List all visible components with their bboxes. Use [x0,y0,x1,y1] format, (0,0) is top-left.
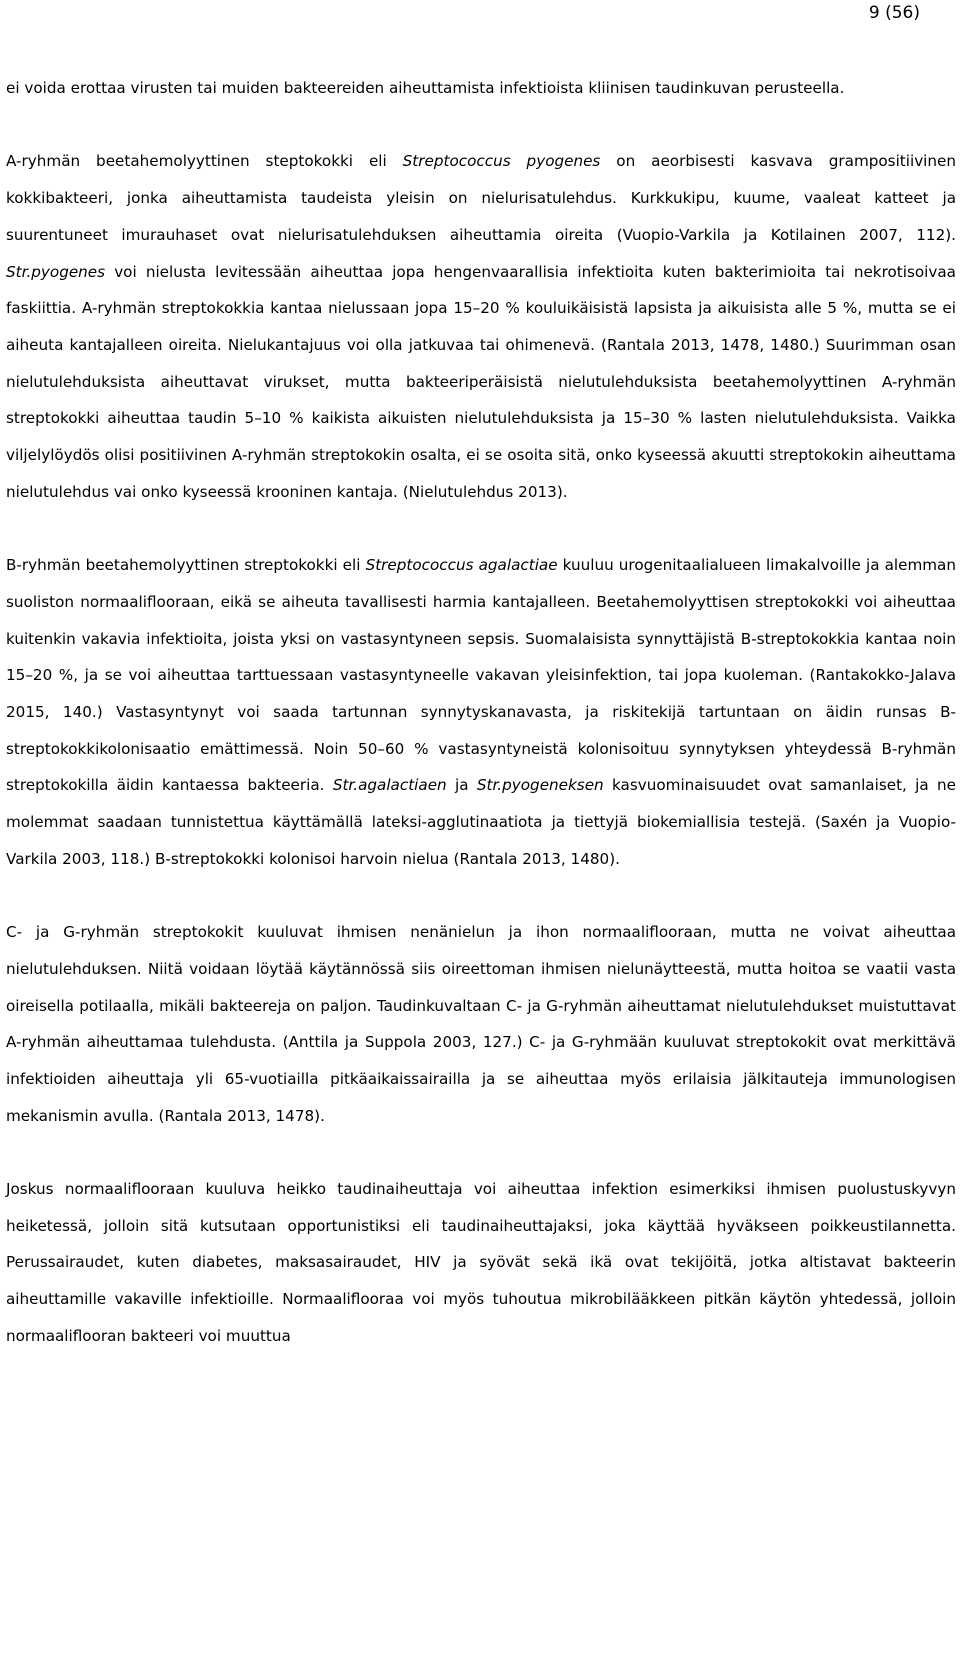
text-run: voi nielusta levitessään aiheuttaa jopa hengenvaarallisia infektioita kuten bakterimioita tai nekrotisoivaa faskiittia. A-ryhmän streptokokkia kantaa nielussaan jopa 15–20 % kouluikäisistä lapsista ja aikuisista alle 5 %, mutta se ei aiheuta kantajalleen oireita. Nielukantajuus voi olla jatkuvaa tai ohimenevä. (Rantala 2013, 1478, 1480.) Suurimman osan nielutulehduksista aiheuttavat virukset, mutta bakteeriperäisistä nielutulehduksista beetahemolyyttinen A-ryhmän streptokokki aiheuttaa taudin 5–10 % kaikista aikuisten nielutulehduksista ja 15–30 % lasten nielutulehduksista. Vaikka viljelylöydös olisi positiivinen A-ryhmän streptokokin osalta, ei se osoita sitä, onko kyseessä akuutti streptokokin aiheuttama nielutulehdus vai onko kyseessä krooninen kantaja. (Nielutulehdus 2013). [6,262,956,501]
text-run: ja [446,776,477,795]
text-run: ei voida erottaa virusten tai muiden bakteereiden aiheuttamista infektioista kliinisen taudinkuvan perusteella. [6,79,845,97]
paragraph-group-c-g-streptococcus [6,914,956,1134]
species-name: Str.pyogeneksen [476,776,604,795]
paragraph-group-b-streptococcus [6,547,956,877]
species-name: Streptococcus agalactiae [365,556,558,575]
text-run: B-ryhmän beetahemolyyttinen streptokokki eli [6,556,366,575]
paragraph-group-a-streptococcus [6,143,956,510]
document-body [6,70,956,1391]
text-run: A-ryhmän beetahemolyyttinen steptokokki eli [6,152,403,171]
text-run: Joskus normaaliflooraan kuuluva heikko taudinaiheuttaja voi aiheuttaa infektion esimerkiksi ihmisen puolustuskyvyn heiketessä, jolloin sitä kutsutaan opportunistiksi eli taudinaiheuttajaksi, joka käyttää hyväkseen poikkeustilannetta. Perussairaudet, kuten diabetes, maksasairaudet, HIV ja syövät sekä ikä ovat tekijöitä, jotka altistavat bakteerin aiheuttamille vakaville infektioille. Normaaliflooraa voi myös tuhoutua mikrobilääkkeen pitkän käytön yhtedessä, jolloin normaaliflooran bakteeri voi muuttua [6,1180,956,1345]
text-run: C- ja G-ryhmän streptokokit kuuluvat ihmisen nenänielun ja ihon normaaliflooraan, mutta ne voivat aiheuttaa nielutulehduksen. Niitä voidaan löytää käytännössä siis oireettoman ihmisen nielunäytteestä, mutta hoitoa se vaatii vasta oireisella potilaalla, mikäli bakteereja on paljon. Taudinkuvaltaan C- ja G-ryhmän aiheuttamat nielutulehdukset muistuttavat A-ryhmän aiheuttamaa tulehdusta. (Anttila ja Suppola 2003, 127.) C- ja G-ryhmään kuuluvat streptokokit ovat merkittävä infektioiden aiheuttaja yli 65-vuotiailla pitkäaikaissairailla ja se aiheuttaa myös erilaisia jälkitauteja immunologisen mekanismin avulla. (Rantala 2013, 1478). [6,923,956,1125]
text-run: kuuluu urogenitaalialueen limakalvoille ja alemman suoliston normaaliflooraan, eikä se aiheuta tavallisesti harmia kantajalleen. Beetahemolyyttisen streptokokki voi aiheuttaa kuitenkin vakavia infektioita, joista yksi on vastasyntyneen sepsis. Suomalaisista synnyttäjistä B-streptokokkia kantaa noin 15–20 %, ja se voi aiheuttaa tarttuessaan vastasyntyneelle vakavan yleisinfektion, tai jopa kuoleman. (Rantakokko-Jalava 2015, 140.) Vastasyntynyt voi saada tartunnan synnytyskanavasta, ja riskitekijä tartuntaan on äidin runsas B-streptokokkikolonisaatio emättimessä. Noin 50–60 % vastasyntyneistä kolonisoituu synnytyksen yhteydessä B-ryhmän streptokokilla äidin kantaessa bakteeria. [6,556,956,795]
paragraph-opportunistic-pathogens [6,1171,956,1355]
paragraph-continuation [6,70,956,107]
text-run: kasvuominaisuudet ovat samanlaiset, ja ne molemmat saadaan tunnistettua käyttämällä lateksi-agglutinaatiota ja tiettyjä biokemiallisia testejä. (Saxén ja Vuopio-Varkila 2003, 118.) B-streptokokki kolonisoi harvoin nielua (Rantala 2013, 1480). [6,776,956,868]
species-name: Streptococcus pyogenes [402,152,601,171]
species-name: Str.pyogenes [6,262,106,281]
page-number: 9 (56) [868,3,920,23]
species-name: Str.agalactiaen [332,776,447,795]
text-run: on aeorbisesti kasvava grampositiivinen kokkibakteeri, jonka aiheuttamista taudeista yleisin on nielurisatulehdus. Kurkkukipu, kuume, vaaleat katteet ja suurentuneet imurauhaset ovat nielurisatulehduksen aiheuttamia oireita (Vuopio-Varkila ja Kotilainen 2007, 112). [6,152,956,244]
